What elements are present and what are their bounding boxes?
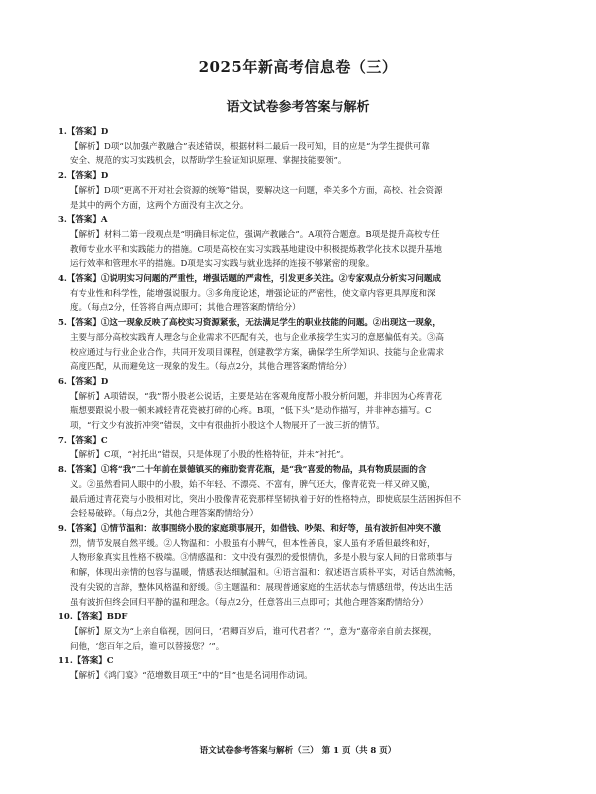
answer-item <box>58 522 546 610</box>
explanation-line: 瓶想要跟说小股一顿来减轻青花瓷被打碎的心疼。B项，“低下头”是动作描写，并非神态描写。C <box>70 406 432 417</box>
answer-item <box>58 654 546 683</box>
answer-line: 11.【答案】C <box>58 656 114 667</box>
explanation-line: 【解析】A项错误，“我”帮小股老公说话，主要是站在客观角度帮小股分析问题，并非因为心疼青花 <box>70 391 442 402</box>
answer-line: 10.【答案】BDF <box>58 612 128 623</box>
explanation-line: 是其中的两个方面，这两个方面没有主次之分。 <box>70 200 249 211</box>
answer-item <box>58 434 546 463</box>
explanation-line: 高度匹配，从而避免这一现象的发生。（每点2分，其他合理答案酌情给分） <box>70 362 352 373</box>
answer-line: 9.【答案】①情节温和：故事围绕小股的家庭琐事展开，如借钱、吵架、和好等，虽有波折但冲突不激 <box>58 523 441 534</box>
answer-item <box>58 213 546 272</box>
explanation-line: 主要与部分高校实践育人理念与企业需求不匹配有关，也与企业承接学生实习的意愿偏低有关。③高 <box>70 332 445 343</box>
answer-item <box>58 316 546 375</box>
explanation-line: 烈，情节发展自然平缓。②人物温和：小股虽有小脾气，但本性善良，家人虽有矛盾但最终和好， <box>70 538 436 549</box>
answer-line: 6.【答案】D <box>58 376 109 387</box>
explanation-line: 问他，‘您百年之后，谁可以替接您？’”。 <box>70 641 225 652</box>
explanation-line: 【解析】材料二第一段观点是“明确目标定位，强调产教融合”。A项符合题意。B项是提升高校专任 <box>70 229 440 240</box>
answer-item <box>58 169 546 213</box>
page-footer: 语文试卷参考答案与解析（三） 第 1 页（共 8 页） <box>199 746 397 756</box>
explanation-line: 【解析】C项，“衬托出”错误，只是体现了小股的性格特征，并未“衬托”。 <box>70 450 349 461</box>
answer-line: 3.【答案】A <box>58 215 108 226</box>
explanation-line: 没有尖锐的言辞，整体风格温和舒缓。⑤主题温和：展现普通家庭的生活状态与情感纽带，传达出生活 <box>70 582 453 593</box>
answer-line: 2.【答案】D <box>58 171 109 182</box>
explanation-line: 运行效率和管理水平的措施。D项是实习实践与就业选择的连接不够紧密的现象。 <box>70 259 375 270</box>
answer-line: 7.【答案】C <box>58 435 108 446</box>
answer-item <box>58 125 546 169</box>
explanation-line: 【解析】原文为“上亲自临视，因问曰，‘君卿百岁后，谁可代君者？’”，意为“嘉帝亲自前去探视， <box>70 626 437 637</box>
explanation-line: 会轻易破碎。（每点2分，其他合理答案酌情给分） <box>70 509 259 520</box>
document-title: 2025年新高考信息卷（三） <box>198 58 398 76</box>
explanation-line: 最后通过青花瓷与小股相对比，突出小股像青花瓷那样坚韧执着于好的性格特点，即使底层生活困拆但不 <box>70 494 462 505</box>
answer-line: 8.【答案】①将“我”二十年前在景德镇买的雍肋瓷青花瓶，是“我”喜爱的物品，具有物质层面的含 <box>58 465 427 476</box>
explanation-line: 义。②虽然看同人眼中的小股，始不年轻、不漂亮、不富有，脾气还大，像青花瓷一样又碎又脆， <box>70 479 436 490</box>
explanation-line: 校应通过与行业企业合作，共同开发项目课程，创建教学方案，确保学生所学知识、技能与企业需求 <box>70 347 445 358</box>
answer-line: 5.【答案】①这一现象反映了高校实习资源紧张，无法满足学生的职业技能的问题。②出现这一现象， <box>58 318 441 329</box>
answer-item <box>58 375 546 434</box>
explanation-line: 教师专业水平和实践能力的措施。C项是高校在实习实践基地建设中积极提炼教学化技术以提升基地 <box>70 244 443 255</box>
explanation-line: 安全、规范的实习实践机会，以帮助学生验证知识原理、掌握技能要领”。 <box>70 156 347 167</box>
explanation-line: 虽有波折但终会回归平静的温和理念。（每点2分，任意答出三点即可；其他合理答案酌情给分） <box>70 597 429 608</box>
explanation-line: 人物形象真实且性格不极端。③情感温和：文中没有强烈的爱恨情仇，多是小股与家人间的日常琐事与 <box>70 553 453 564</box>
explanation-line: 度。（每点2分，任答将自两点即可；其他合理答案酌情给分） <box>70 303 301 314</box>
answer-line: 1.【答案】D <box>58 127 109 137</box>
explanation-line: 有专业性和科学性，能增强说服力。③多角度论述，增强论证的严密性，使文章内容更具厚度和深 <box>70 288 436 299</box>
answer-line: 4.【答案】①说明实习问题的严重性，增强话题的严肃性，引发更多关注。②专家观点分析实习问题成 <box>58 274 441 285</box>
document-subtitle: 语文试卷参考答案与解析 <box>226 100 370 115</box>
answer-item <box>58 610 546 654</box>
explanation-line: 【解析】D项“以加强产教融合”表述错误，根据材料二最后一段可知，目的应是“为学生提供可靠 <box>70 141 430 152</box>
explanation-line: 【解析】《鸿门宴》“范增数目项王”中的“目”也是名词用作动词。 <box>70 671 313 682</box>
explanation-line: 【解析】D项“更离不开对社会资源的统筹”错误，要解决这一问题，牵关多个方面，高校、社会资源 <box>70 185 443 196</box>
explanation-line: 项，“行文少有波折冲突”错误，文中有很曲折小股这个人物展开了一波三折的情节。 <box>70 421 385 432</box>
answer-list <box>58 125 546 684</box>
answer-item <box>58 463 546 522</box>
answer-item <box>58 272 546 316</box>
explanation-line: 和解，体现出亲情的包容与温暖，情感表达细腻温和。④语言温和：叙述语言质朴平实，对话自然流畅， <box>70 568 462 579</box>
